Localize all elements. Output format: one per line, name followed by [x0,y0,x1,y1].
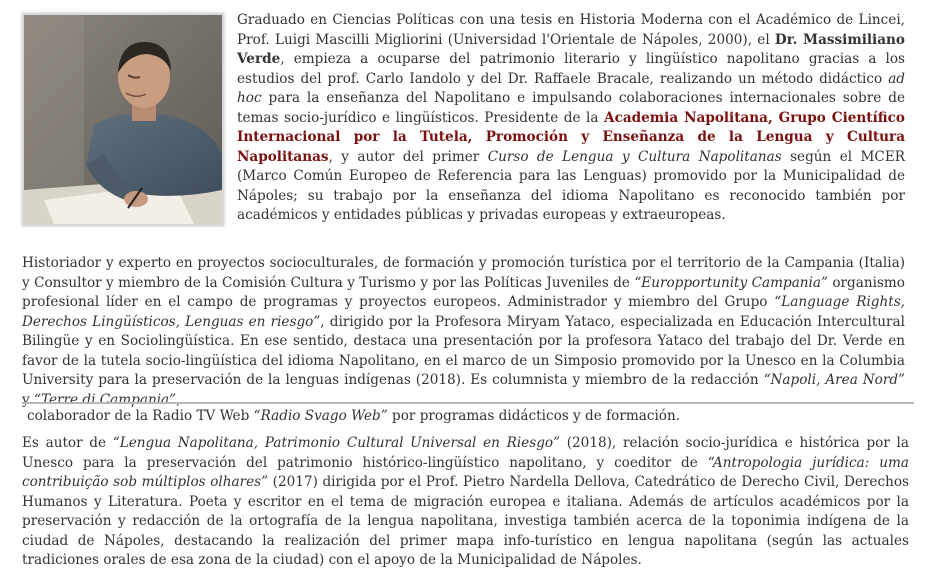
book-title-2: “Antropologia jurídica: uma contribuição sob múltiplos olhares” [22,454,909,490]
radio-name: “Radio Svago Web” [253,408,388,424]
pub-text-2: (2018), relación socio-jurídica e histórica por la Unesco para la preservación del patrimonio histórico-lingüístico napolitano, y coeditor de [22,435,909,471]
language-rights-group: “Language Rights, Derechos Lingüísticos, Lenguas en riesgo” [22,294,906,330]
intro-text-3: para la enseñanza del Napolitano e impulsando colaboraciones internacionales sobre de temas socio-jurídico e lingüísticos. Presidente de la [237,90,905,126]
career-text-5: , [176,391,181,408]
intro-paragraph [237,11,905,226]
ad-hoc-term: ad hoc [237,70,905,106]
radio-text-1: colaborador de la Radio TV Web [27,408,254,424]
radio-line [27,407,907,427]
author-photo [22,13,224,226]
publications-paragraph [22,434,909,571]
intro-text-1: Graduado en Ciencias Políticas con una tesis en Historia Moderna con el Académico de Lincei, Prof. Luigi Mascilli Migliorini (Universidad l'Orientale de Nápoles, 2000), el [237,12,905,48]
book-title-1: “Lengua Napolitana, Patrimonio Cultural Universal en Riesgo” [112,435,561,451]
career-text-1: Historiador y experto en proyectos socioculturales, de formación y promoción turística por el territorio de la Campania (Italia) y Consultor y miembro de la Comisión Cultura y Turismo y por las Políticas Juveniles de [22,255,905,291]
course-title: Curso de Lengua y Cultura Napolitanas [487,148,782,165]
radio-text-2: por programas didácticos y de formación. [387,408,681,424]
career-paragraph [22,254,905,410]
intro-text-5: según el MCER (Marco Común Europeo de Referencia para las Lenguas) promovido por la Municipalidad de Nápoles; su trabajo por la enseñanza del idioma Napolitano es reconocido también por académicos y entidades públicas y privadas europeas y extraeuropeas. [237,148,905,223]
pub-text-3: (2017) dirigida por el Prof. Pietro Nardella Dellova, Catedrático de Derecho Civil, Derechos Humanos y Literatura. Poeta y escritor en el tema de migración europea e italiana. Además de artículos académicos por la preservación y redacción de la ortografía de la lengua napolitana, investiga también acerca de la toponimia indígena de la ciudad de Nápoles, destacando la realización del primer mapa info-turístico en lengua napolitana (según las actuales tradiciones orales de esa zona de la ciudad) con el apoyo de la Municipalidad de Nápoles. [22,474,909,568]
section-divider [22,402,914,404]
terre-di-campania: “Terre di Campania” [34,391,177,408]
intro-text-4: , y autor del primer [328,148,488,165]
napoli-area-nord: “Napoli, Area Nord” [763,372,906,388]
academy-name: Academia Napolitana, Grupo Científico Internacional por la Tutela, Promoción y Enseñanza de la Lengua y Cultura Napolitanas [237,109,905,165]
pub-text-1: Es autor de [22,435,113,451]
career-text-2: organismo profesional líder en el campo de programas y proyectos europeos. Administrador y miembro del Grupo [22,274,905,310]
career-text-3: , dirigido por la Profesora Miryam Yataco, especializada en Educación Intercultural Bilingüe y en Sociolingüística. En ese sentido, destaca una presentación por la profesora Yataco del trabajo del Dr. Verde en favor de la tutela socio-lingüística del idioma Napolitano, en el marco de un Simposio promovido por la Unesco en la Columbia University para la preservación de la lenguas indígenas (2018). Es columnista y miembro de la redacción [22,313,905,388]
author-name: Dr. Massimiliano Verde [237,31,905,67]
career-text-4: y [22,391,35,408]
intro-text-2: , empieza a ocuparse del patrimonio literario y lingüístico napolitano gracias a los estudios del prof. Carlo Iandolo y del Dr. Raffaele Bracale, realizando un método didáctico [237,51,905,87]
europportunity-name: “Europportunity Campania” [634,274,828,291]
author-portrait-image [24,15,222,224]
